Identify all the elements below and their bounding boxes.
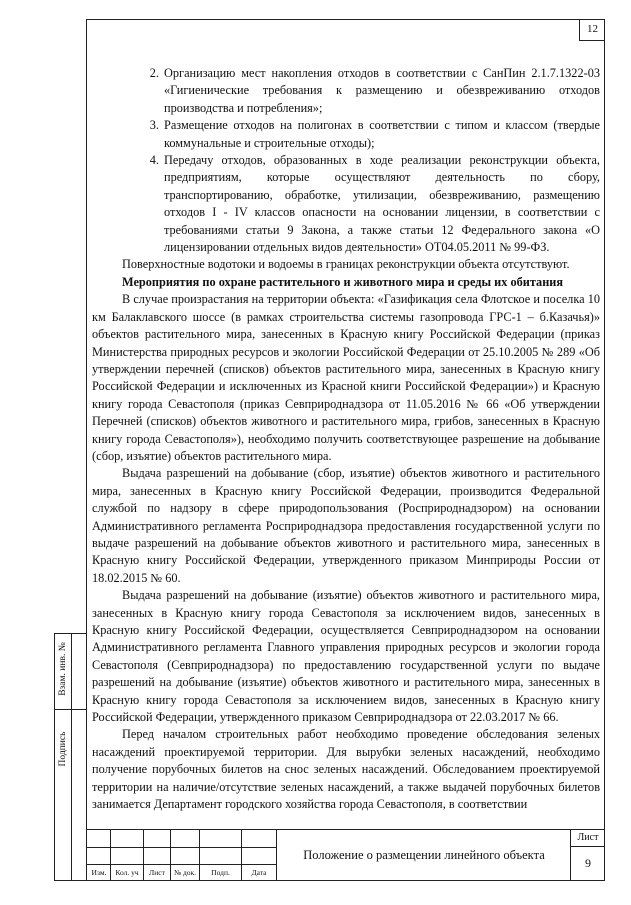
col-doc: № док. <box>173 868 197 877</box>
list-item: 3. Размещение отходов на полигонах в соответствии с типом и классом (твердые коммунальные и строительные отходы); <box>162 117 600 152</box>
sheet-box <box>570 830 605 881</box>
col-kol-uch: Кол. уч <box>115 868 139 877</box>
col-podp: Подп. <box>211 868 230 877</box>
revision-grid <box>86 830 276 881</box>
col-data: Дата <box>251 868 267 877</box>
title-block <box>86 829 605 881</box>
paragraph-water: Поверхностные водотоки и водоемы в границах реконструкции объекта отсутствуют. <box>122 257 570 272</box>
list-item: 2. Организацию мест накопления отходов в соответствии с СанПин 2.1.7.1322-03 «Гигиенические требования к размещению и обезвреживанию отходов производства и потребления»; <box>162 65 600 117</box>
list-item: 4. Передачу отходов, образованных в ходе реализации реконструкции объекта, предприятиям, которые осуществляют деятельность по сбору, транспортированию, обработке, утилизации, обезвреживанию, размещению отходов I - IV классов опасности на основании лицензии, в соответствии с требованиями статьи 9 Закона, а также статьи 12 Федерального закона «О лицензировании отдельных видов деятельности» ОТ04.05.2011 № 99-ФЗ. <box>162 152 600 256</box>
waste-list <box>92 65 600 256</box>
page-number: 12 <box>579 19 605 41</box>
paragraph: В случае произрастания на территории объекта: «Газификация села Флотское и поселка 10 км Балаклавского шоссе (в рамках строительства системы газопровода ГРС-1 – б.Казачья)» объектов растительного мира, занесенных в Красную книгу Российской Федерации (приказ Министерства природных ресурсов и экологии Российской Федерации от 25.10.2005 № 289 «Об утверждении перечней (списков) объектов растительного мира, занесенных в Красную книгу Российской Федерации и исключенных из Красной книги Российской Федерации») и Красную книгу города Севастополя (приказ Севприроднадзора от 11.05.2016 № 66 «Об утверждении Перечней (списков) объектов животного и растительного мира, грибов, занесенных в Красную книгу города Севастополя»), необходимо получить соответствующее разрешение на добывание (сбор, изъятие) объектов растительного мира. <box>92 292 600 463</box>
col-izm: Изм. <box>91 868 107 877</box>
sheet-label: Лист <box>571 832 605 847</box>
label-vzam-inv: Взам. инв. № <box>58 642 68 696</box>
side-stamp <box>54 633 86 881</box>
paragraph: Выдача разрешений на добывание (изъятие) объектов животного и растительного мира, занесенных в Красную книгу города Севастополя за исключением видов, занесенных в Красную книгу Российской Федерации, осуществляется Севприроднадзором на основании Административного регламента Главного управления природных ресурсов и экологии города Севастополя (Севприроднадзора) по предоставлению государственной услуги по выдаче разрешений на добывание (изъятие) объектов животного и растительного мира, занесенных в Красную книгу города Севастополя за исключением видов, занесенных в Красную книгу Российской Федерации, утвержденного приказом Севприроднадзора от 22.03.2017 № 66. <box>92 588 600 725</box>
document-body <box>92 65 600 813</box>
paragraph: Выдача разрешений на добывание (сбор, изъятие) объектов животного и растительного мира, занесенных в Красную книгу Российской Федерации, производится Федеральной службой по надзору в сфере природопользования (Росприроднадзором) на основании Административного регламента Росприроднадзора предоставления государственной услуги по выдаче разрешений на добывание объектов животного и растительного мира, занесенных в Красную книгу Российской Федерации, утвержденного приказом Минприроды России от 18.02.2015 № 60. <box>92 466 600 585</box>
document-title: Положение о размещении линейного объекта <box>276 830 571 881</box>
section-heading: Мероприятия по охране растительного и животного мира и среды их обитания <box>122 274 564 289</box>
label-podpis: Подпись <box>58 731 68 767</box>
sheet-number: 9 <box>585 856 591 870</box>
col-list: Лист <box>149 868 165 877</box>
paragraph: Перед началом строительных работ необходимо проведение обследования зеленых насаждений проектируемой территории. Для вырубки зеленых насаждений, необходимо получение порубочных билетов на снос зеленых насаждений. Обследованием проектируемой территории на наличие/отсутствие зеленых насаждений, а также выдачей порубочных билетов занимается Департамент городского хозяйства города Севастополя, в соответствии <box>92 727 600 812</box>
